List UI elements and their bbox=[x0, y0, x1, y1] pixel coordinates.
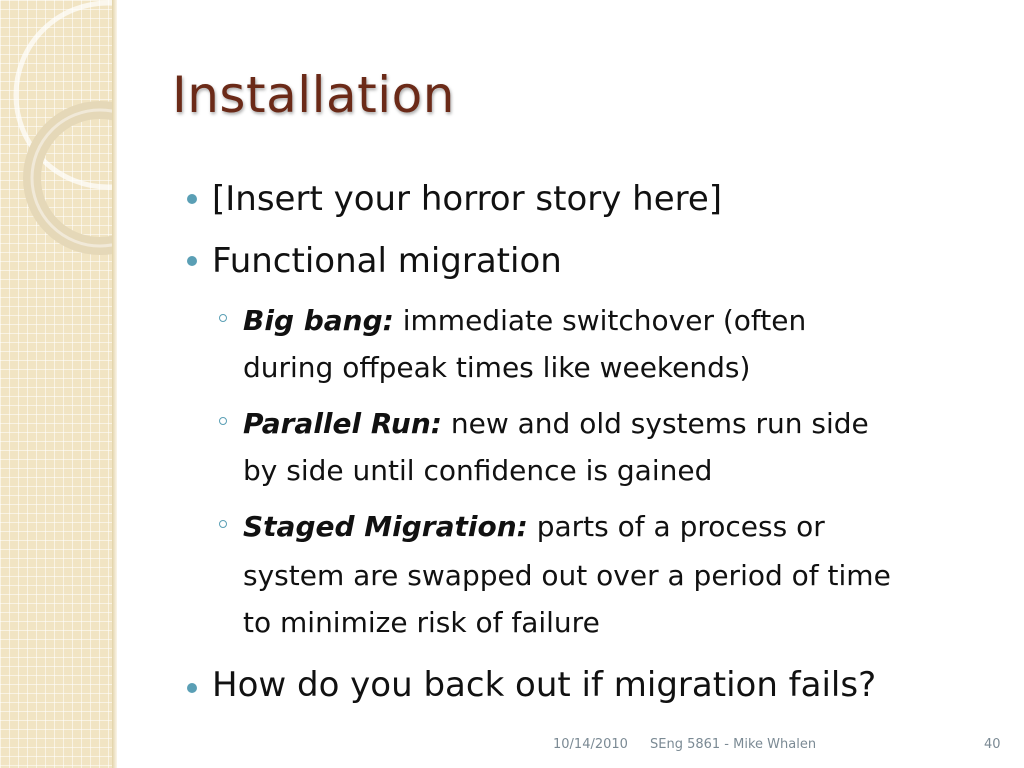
bullet-text: How do you back out if migration fails? bbox=[212, 665, 877, 705]
footer-page-number: 40 bbox=[984, 737, 1001, 752]
subbullet-term: Big bang: bbox=[243, 304, 394, 337]
subbullet-line: by side until confidence is gained bbox=[243, 454, 713, 487]
bullet-dot bbox=[187, 194, 197, 204]
subbullet-line: system are swapped out over a period of time bbox=[243, 559, 891, 592]
footer-date: 10/14/2010 bbox=[553, 737, 628, 752]
bullet-dot bbox=[187, 256, 197, 266]
slide-title: Installation bbox=[172, 66, 455, 124]
subbullet-ring bbox=[219, 314, 227, 322]
subbullet-line bbox=[243, 400, 869, 447]
subbullet-line: to minimize risk of failure bbox=[243, 606, 600, 639]
subbullet-text: immediate switchover (often bbox=[402, 304, 807, 337]
subbullet-text: new and old systems run side bbox=[450, 407, 869, 440]
subbullet-ring bbox=[219, 520, 227, 528]
subbullet-term: Parallel Run: bbox=[243, 407, 442, 440]
bullet-text: [Insert your horror story here] bbox=[212, 179, 723, 219]
footer-course: SEng 5861 - Mike Whalen bbox=[650, 737, 817, 752]
subbullet-ring bbox=[219, 417, 227, 425]
subbullet-text: parts of a process or bbox=[536, 510, 825, 543]
subbullet-line bbox=[243, 503, 825, 550]
bullet-text: Functional migration bbox=[212, 241, 562, 281]
subbullet-line: during offpeak times like weekends) bbox=[243, 351, 751, 384]
bullet-dot bbox=[187, 683, 197, 693]
subbullet-line bbox=[243, 297, 806, 344]
subbullet-term: Staged Migration: bbox=[243, 510, 528, 543]
